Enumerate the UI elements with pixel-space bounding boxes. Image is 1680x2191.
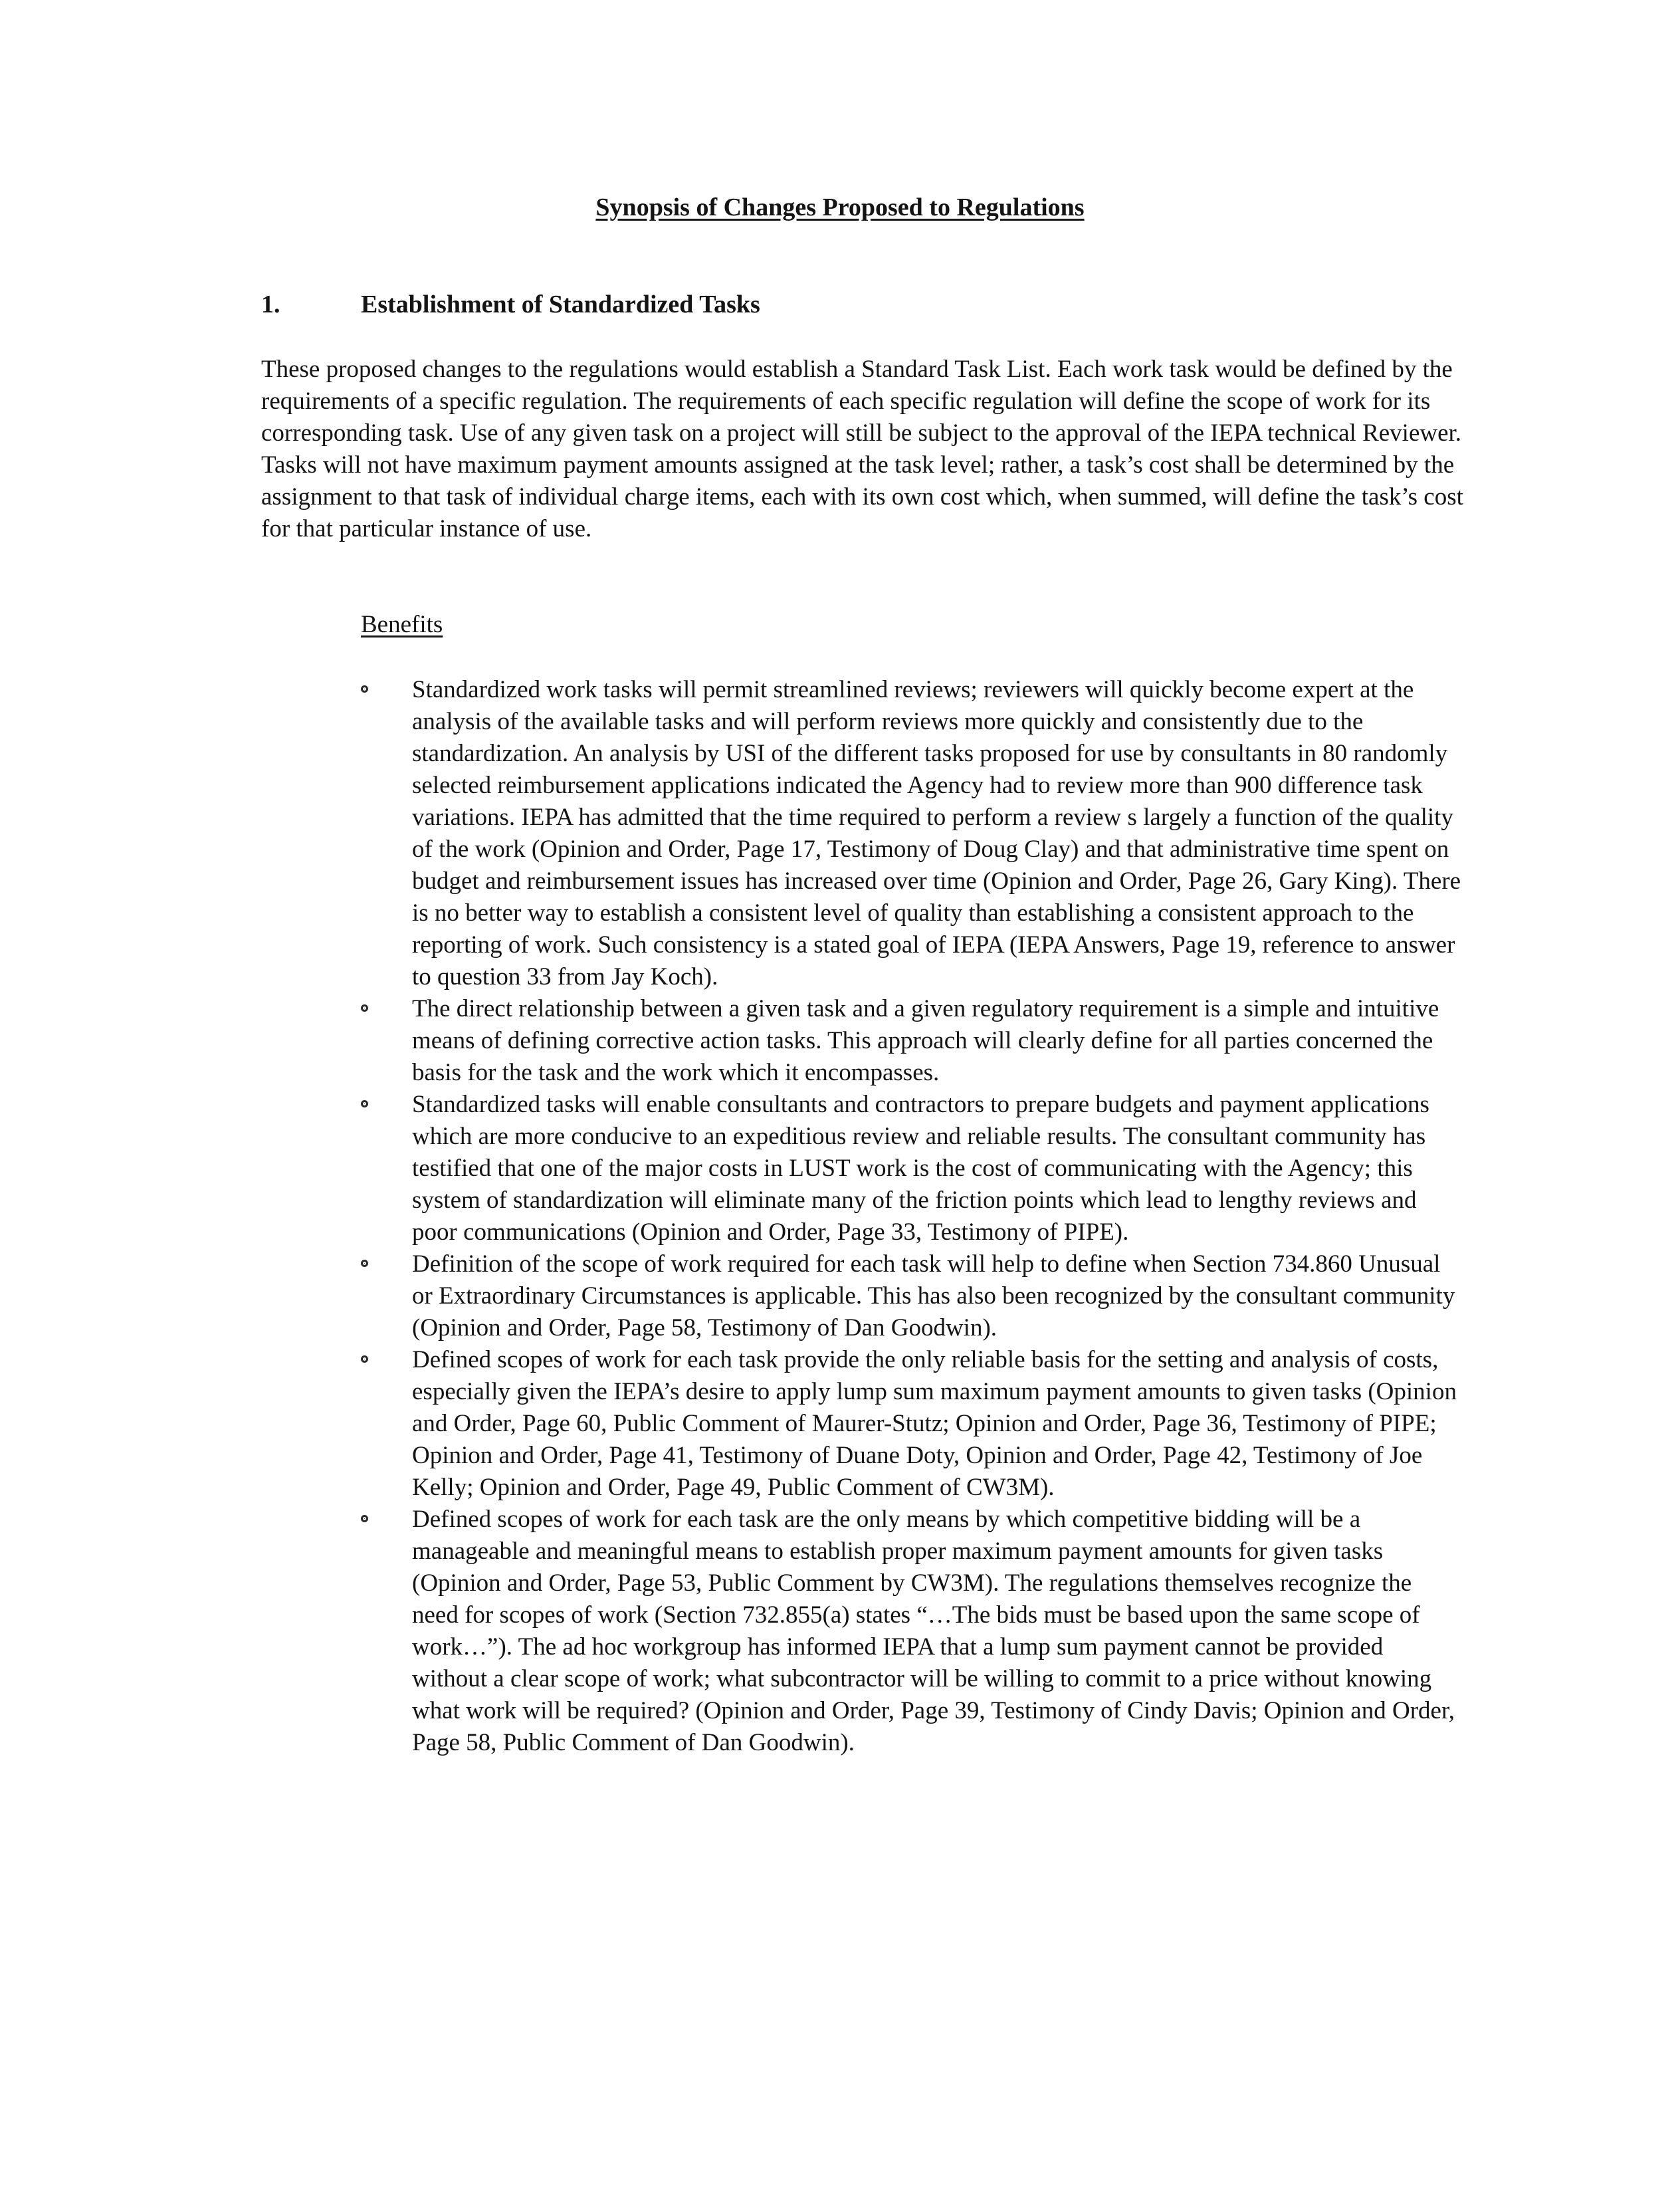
- benefit-text-2: The direct relationship between a given task and a given regulatory requirement is a simple and intuitive means of defining corrective action tasks. This approach will clearly define for all parties concerned the basis for the task and the work which it encompasses.: [412, 995, 1439, 1086]
- benefit-text-3: Standardized tasks will enable consultants and contractors to prepare budgets and payment applications which are more conducive to an expeditious review and reliable results. The consultant community has testified that one of the major costs in LUST work is the cost of communicating with the Agency; this system of standardization will eliminate many of the friction points which lead to lengthy reviews and poor communications (Opinion and Order, Page 33, Testimony of PIPE).: [412, 1091, 1429, 1246]
- benefit-text-6: Defined scopes of work for each task are the only means by which competitive bidding will be a manageable and meaningful means to establish proper maximum payment amounts for given tasks (Opinion and Order, Page 53, Public Comment by CW3M). The regulations themselves recognize the need for scopes of work (Section 732.855(a) states “…The bids must be based upon the same scope of work…”). The ad hoc workgroup has informed IEPA that a lump sum payment cannot be provided without a clear scope of work; what subcontractor will be willing to commit to a price without knowing what work will be required? (Opinion and Order, Page 39, Testimony of Cindy Davis; Opinion and Order, Page 58, Public Comment of Dan Goodwin).: [412, 1506, 1455, 1756]
- circle-bullet-icon: [361, 685, 368, 693]
- section-number: 1.: [261, 290, 280, 318]
- circle-bullet-icon: [361, 1355, 368, 1363]
- benefit-item-3: [361, 1089, 1464, 1248]
- benefits-list: [361, 674, 1464, 1759]
- page-title: Synopsis of Changes Proposed to Regulations: [595, 193, 1085, 221]
- benefit-item-5: [361, 1344, 1464, 1504]
- benefit-text-4: Definition of the scope of work required for each task will help to define when Section 734.860 Unusual or Extraordinary Circumstances is applicable. This has also been recognized by the consultant community (Opinion and Order, Page 58, Testimony of Dan Goodwin).: [412, 1250, 1455, 1341]
- section-heading: [261, 288, 1457, 320]
- circle-bullet-icon: [361, 1100, 368, 1107]
- benefit-item-2: [361, 993, 1464, 1089]
- circle-bullet-icon: [361, 1515, 368, 1522]
- section-heading-text: Establishment of Standardized Tasks: [361, 290, 760, 318]
- benefits-heading: Benefits: [361, 611, 443, 638]
- benefit-item-4: [361, 1248, 1464, 1344]
- circle-bullet-icon: [361, 1260, 368, 1267]
- circle-bullet-icon: [361, 1004, 368, 1012]
- benefit-text-1: Standardized work tasks will permit streamlined reviews; reviewers will quickly become expert at the analysis of the available tasks and will perform reviews more quickly and consistently due to the standardization. An analysis by USI of the different tasks proposed for use by consultants in 80 randomly selected reimbursement applications indicated the Agency had to review more than 900 difference task variations. IEPA has admitted that the time required to perform a review s largely a function of the quality of the work (Opinion and Order, Page 17, Testimony of Doug Clay) and that administrative time spent on budget and reimbursement issues has increased over time (Opinion and Order, Page 26, Gary King). There is no better way to establish a consistent level of quality than establishing a consistent approach to the reporting of work. Such consistency is a stated goal of IEPA (IEPA Answers, Page 19, reference to answer to question 33 from Jay Koch).: [412, 676, 1461, 990]
- benefit-item-1: [361, 674, 1464, 993]
- benefit-item-6: [361, 1504, 1464, 1759]
- benefit-text-5: Defined scopes of work for each task provide the only reliable basis for the setting and analysis of costs, especially given the IEPA’s desire to apply lump sum maximum payment amounts to given tasks (Opinion and Order, Page 60, Public Comment of Maurer-Stutz; Opinion and Order, Page 36, Testimony of PIPE; Opinion and Order, Page 41, Testimony of Duane Doty, Opinion and Order, Page 42, Testimony of Joe Kelly; Opinion and Order, Page 49, Public Comment of CW3M).: [412, 1346, 1457, 1501]
- intro-paragraph: These proposed changes to the regulations would establish a Standard Task List. Each work task would be defined by the requirements of a specific regulation. The requirements of each specific regulation will define the scope of work for its corresponding task. Use of any given task on a project will still be subject to the approval of the IEPA technical Reviewer. Tasks will not have maximum payment amounts assigned at the task level; rather, a task’s cost shall be determined by the assignment to that task of individual charge items, each with its own cost which, when summed, will define the task’s cost for that particular instance of use.: [261, 356, 1463, 542]
